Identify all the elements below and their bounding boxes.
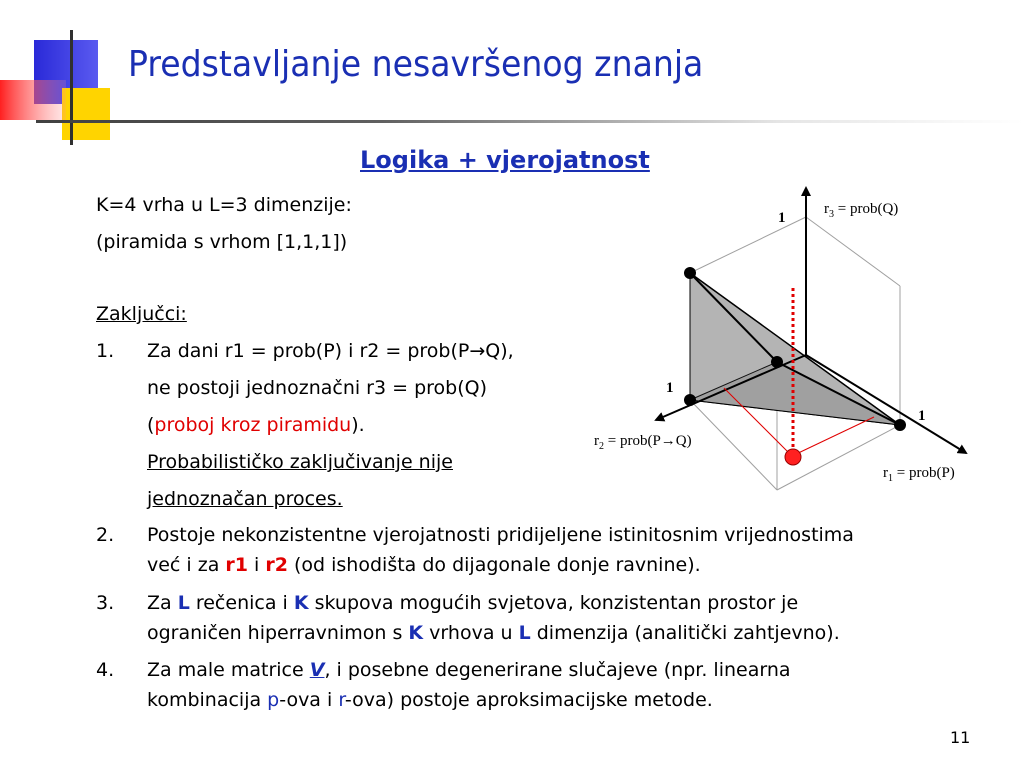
probability-pyramid-diagram — [580, 180, 1010, 500]
item-3-text-e: vrhova u — [423, 622, 519, 644]
vertex-middle — [771, 356, 783, 368]
r1-axis-label: $r_1$ = prob(P) — [883, 465, 955, 484]
item-3-line-1 — [147, 590, 798, 616]
item-2-line-2 — [147, 552, 701, 578]
item-2-line-1: Postoje nekonzistentne vjerojatnosti pridijeljene istinitosnim vrijednostima — [147, 524, 854, 546]
item-2-text-c: (od ishodišta do dijagonale donje ravnine). — [287, 554, 701, 576]
L-highlight: L — [177, 592, 190, 614]
item-1-line-1 — [147, 338, 514, 364]
item-1-line-3 — [147, 412, 365, 438]
red-projection-line-2 — [792, 417, 874, 456]
item-3-text-f: dimenzija (analitički zahtjevno). — [530, 622, 840, 644]
red-point — [785, 449, 801, 465]
paren-open: ( — [147, 414, 155, 436]
pyramid-breach-text: proboj kroz piramidu — [154, 414, 352, 436]
tick-label-right: 1 — [918, 408, 926, 424]
vertex-top — [684, 267, 696, 279]
item-2-text-b: i — [248, 554, 266, 576]
item-3-text-a: Za — [147, 592, 178, 614]
r2-highlight: r2 — [265, 554, 288, 576]
V-highlight: V — [309, 659, 325, 681]
implies-arrow: → — [469, 340, 486, 362]
item-4-text-b: , i posebne degenerirane slučajeve (npr. linearna — [324, 659, 791, 681]
paren-close: ). — [351, 414, 365, 436]
item-2-text-a: već i za — [147, 554, 226, 576]
item-4-line-2 — [147, 687, 713, 713]
tick-label-top: 1 — [778, 210, 786, 226]
item-4-text-e: -ova) postoje aproksimacijske metode. — [344, 689, 713, 711]
K-highlight-2: K — [408, 622, 424, 644]
slide-title: Predstavljanje nesavršenog znanja — [128, 44, 704, 85]
item-3-line-2 — [147, 620, 840, 646]
item-3-number: 3. — [96, 592, 115, 614]
L-highlight-2: L — [518, 622, 531, 644]
vertex-right — [894, 419, 906, 431]
item-4-number: 4. — [96, 659, 115, 681]
item-4-text-d: -ova i — [279, 689, 339, 711]
item-4-text-c: kombinacija — [147, 689, 268, 711]
r1-highlight: r1 — [225, 554, 248, 576]
slide-subtitle: Logika + vjerojatnost — [360, 146, 650, 174]
p-highlight: p — [267, 689, 280, 711]
intro-line-1: K=4 vrha u L=3 dimenzije: — [96, 194, 352, 216]
conclusions-heading: Zaključci: — [96, 303, 187, 325]
item-3-text-c: skupova mogućih svjetova, konzistentan prostor je — [308, 592, 799, 614]
page-number: 11 — [950, 728, 971, 747]
corner-logo-decoration — [0, 0, 140, 150]
item-3-text-b: rečenica i — [189, 592, 294, 614]
item-2-number: 2. — [96, 524, 115, 546]
r2-axis-label: $r_2$ = prob(P→Q) — [594, 433, 692, 452]
title-underline-rule — [36, 120, 1024, 123]
vertex-left — [684, 394, 696, 406]
item-3-text-d: ograničen hiperravnimon s — [147, 622, 409, 644]
r-highlight: r — [338, 689, 345, 711]
item-1-text-b: Q), — [485, 340, 514, 362]
tick-label-left: 1 — [666, 380, 674, 396]
item-1-text-a: Za dani r1 = prob(P) i r2 = prob(P — [147, 340, 470, 362]
K-highlight: K — [293, 592, 309, 614]
item-4-text-a: Za male matrice — [147, 659, 310, 681]
item-4-line-1 — [147, 657, 791, 683]
item-1-line-5: jednoznačan proces. — [147, 488, 343, 510]
intro-line-2: (piramida s vrhom [1,1,1]) — [96, 231, 348, 253]
item-1-line-4: Probabilističko zaključivanje nije — [147, 451, 453, 473]
item-1-number: 1. — [96, 340, 115, 362]
item-1-line-2: ne postoji jednoznačni r3 = prob(Q) — [147, 377, 488, 399]
r3-axis-label: $r_3$ = prob(Q) — [824, 201, 899, 220]
